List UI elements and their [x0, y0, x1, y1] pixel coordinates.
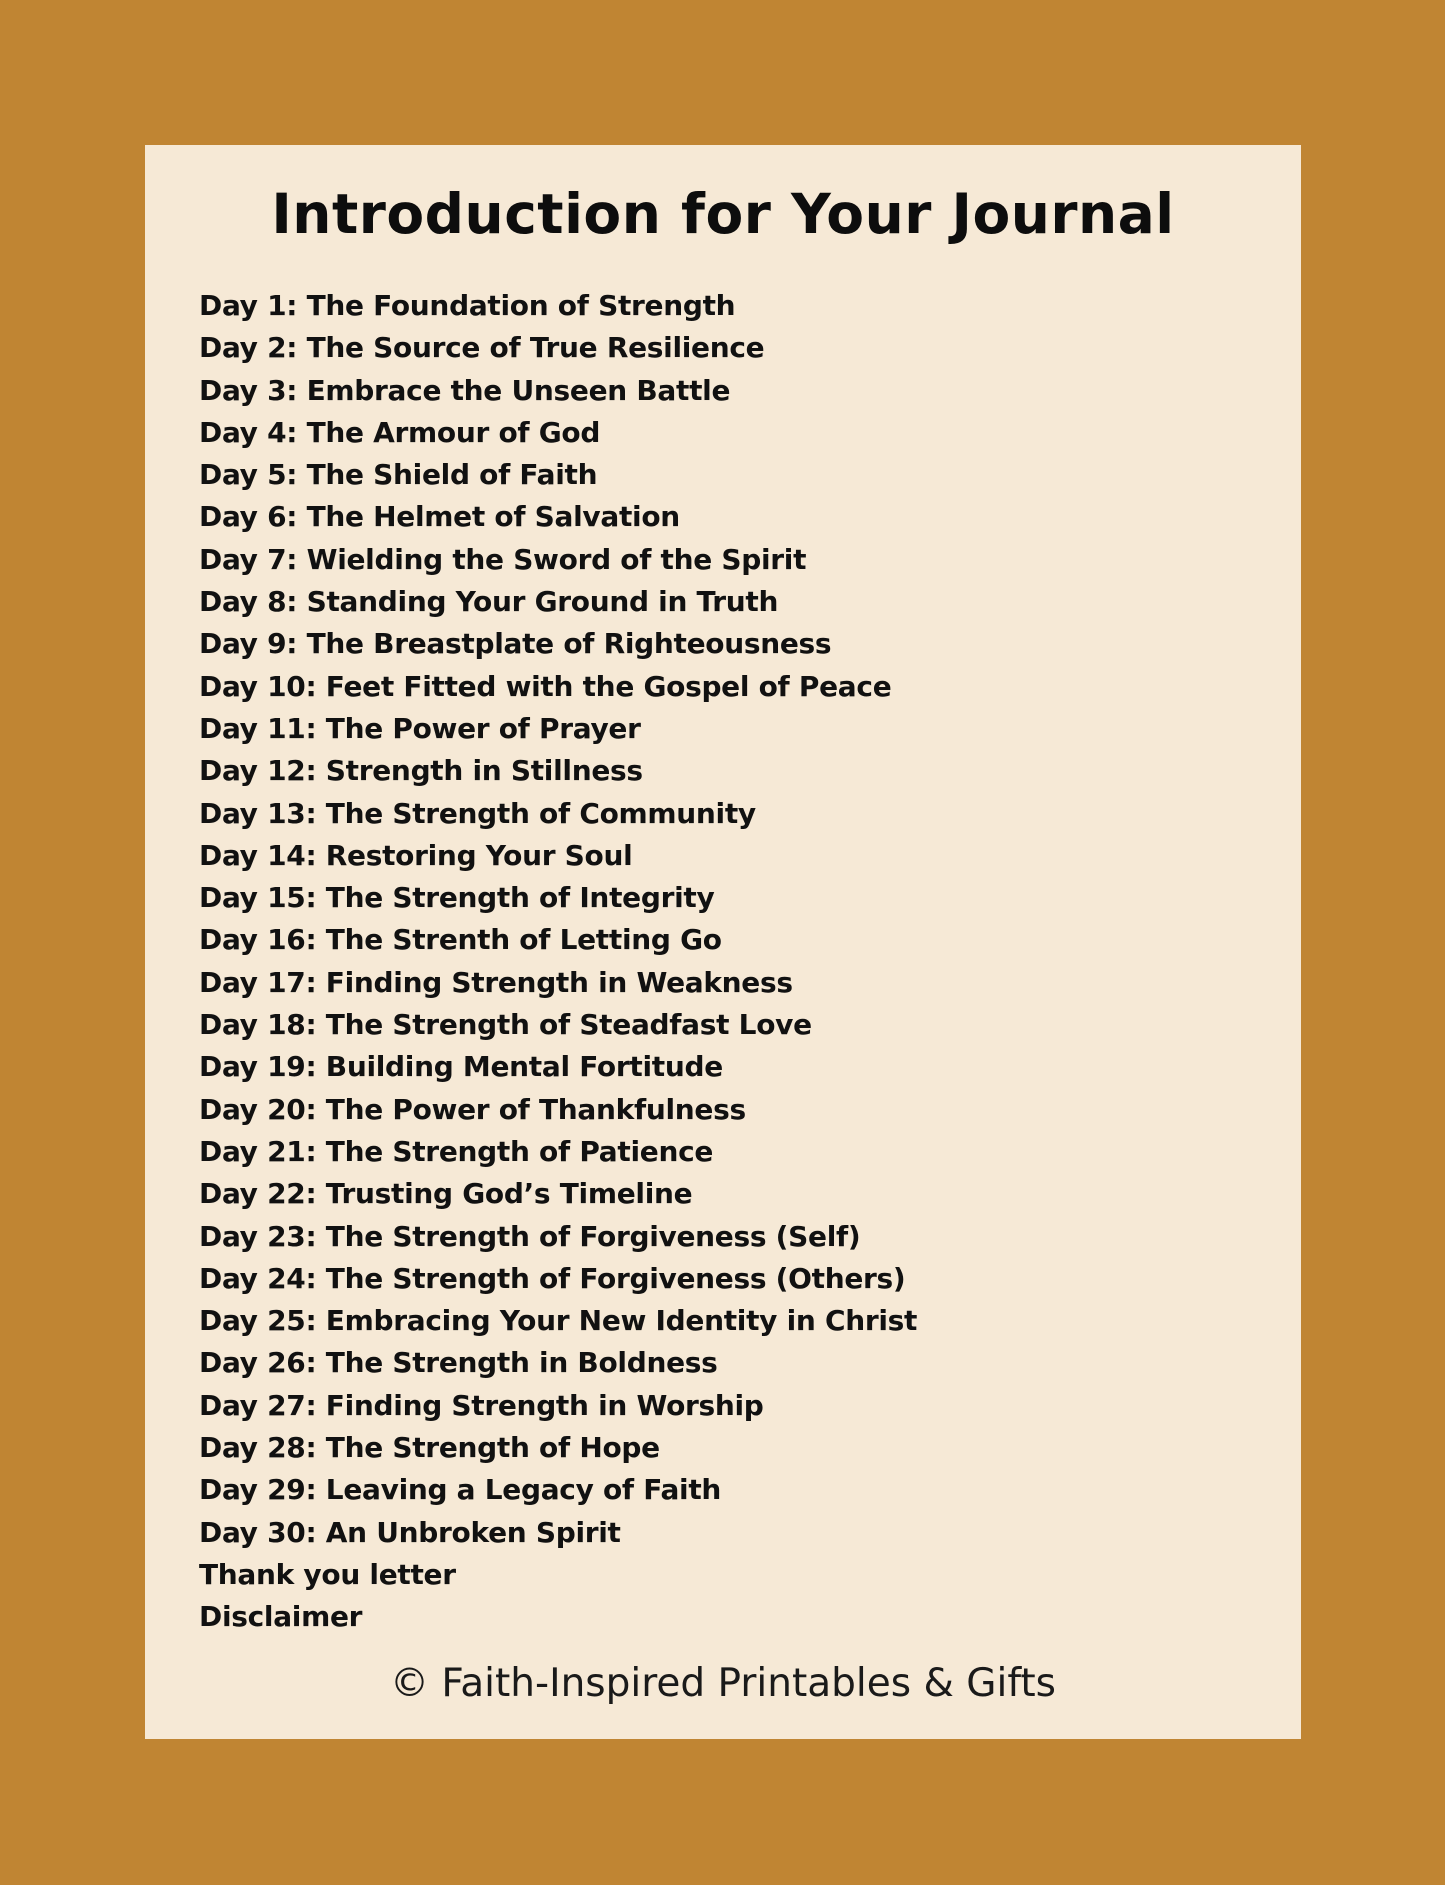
toc-entry: Day 17: Finding Strength in Weakness: [199, 965, 793, 999]
toc-entry: Day 12: Strength in Stillness: [199, 754, 643, 788]
toc-entry: Day 26: The Strength in Boldness: [199, 1346, 718, 1380]
toc-entry: Day 10: Feet Fitted with the Gospel of Peace: [199, 669, 892, 703]
toc-entry: Day 30: An Unbroken Spirit: [199, 1515, 621, 1549]
toc-entry: Day 27: Finding Strength in Worship: [199, 1388, 764, 1422]
toc-entry: Day 15: The Strength of Integrity: [199, 881, 715, 915]
toc-entry: Day 29: Leaving a Legacy of Faith: [199, 1473, 722, 1507]
toc-entry: Day 16: The Strenth of Letting Go: [199, 923, 722, 957]
copyright-footer: © Faith-Inspired Printables & Gifts: [390, 1661, 1056, 1706]
toc-entry: Day 5: The Shield of Faith: [199, 458, 598, 492]
toc-entry: Day 3: Embrace the Unseen Battle: [199, 373, 731, 407]
page-title: Introduction for Your Journal: [271, 182, 1175, 246]
toc-entry: Day 7: Wielding the Sword of the Spirit: [199, 542, 807, 576]
toc-entry: Day 20: The Power of Thankfulness: [199, 1092, 746, 1126]
toc-entry: Day 23: The Strength of Forgiveness (Self): [199, 1219, 861, 1253]
toc-entry: Day 21: The Strength of Patience: [199, 1134, 714, 1168]
toc-entry: Day 13: The Strength of Community: [199, 796, 756, 830]
toc-entry: Day 22: Trusting God’s Timeline: [199, 1177, 693, 1211]
toc-entry: Day 18: The Strength of Steadfast Love: [199, 1008, 812, 1042]
table-of-contents: [199, 285, 917, 1639]
journal-page: [145, 145, 1301, 1739]
toc-entry: Day 19: Building Mental Fortitude: [199, 1050, 723, 1084]
toc-entry: Disclaimer: [199, 1600, 363, 1634]
toc-entry: Day 6: The Helmet of Salvation: [199, 500, 680, 534]
toc-entry: Day 4: The Armour of God: [199, 415, 601, 449]
toc-entry: Day 24: The Strength of Forgiveness (Others): [199, 1261, 906, 1295]
toc-entry: Day 25: Embracing Your New Identity in Christ: [199, 1304, 918, 1338]
toc-entry: Thank you letter: [199, 1557, 456, 1591]
toc-entry: Day 14: Restoring Your Soul: [199, 838, 633, 872]
toc-entry: Day 8: Standing Your Ground in Truth: [199, 585, 779, 619]
toc-entry: Day 2: The Source of True Resilience: [199, 331, 765, 365]
toc-entry: Day 11: The Power of Prayer: [199, 711, 641, 745]
toc-entry: Day 1: The Foundation of Strength: [199, 289, 736, 322]
toc-entry: Day 28: The Strength of Hope: [199, 1431, 660, 1465]
toc-entry: Day 9: The Breastplate of Righteousness: [199, 627, 832, 661]
